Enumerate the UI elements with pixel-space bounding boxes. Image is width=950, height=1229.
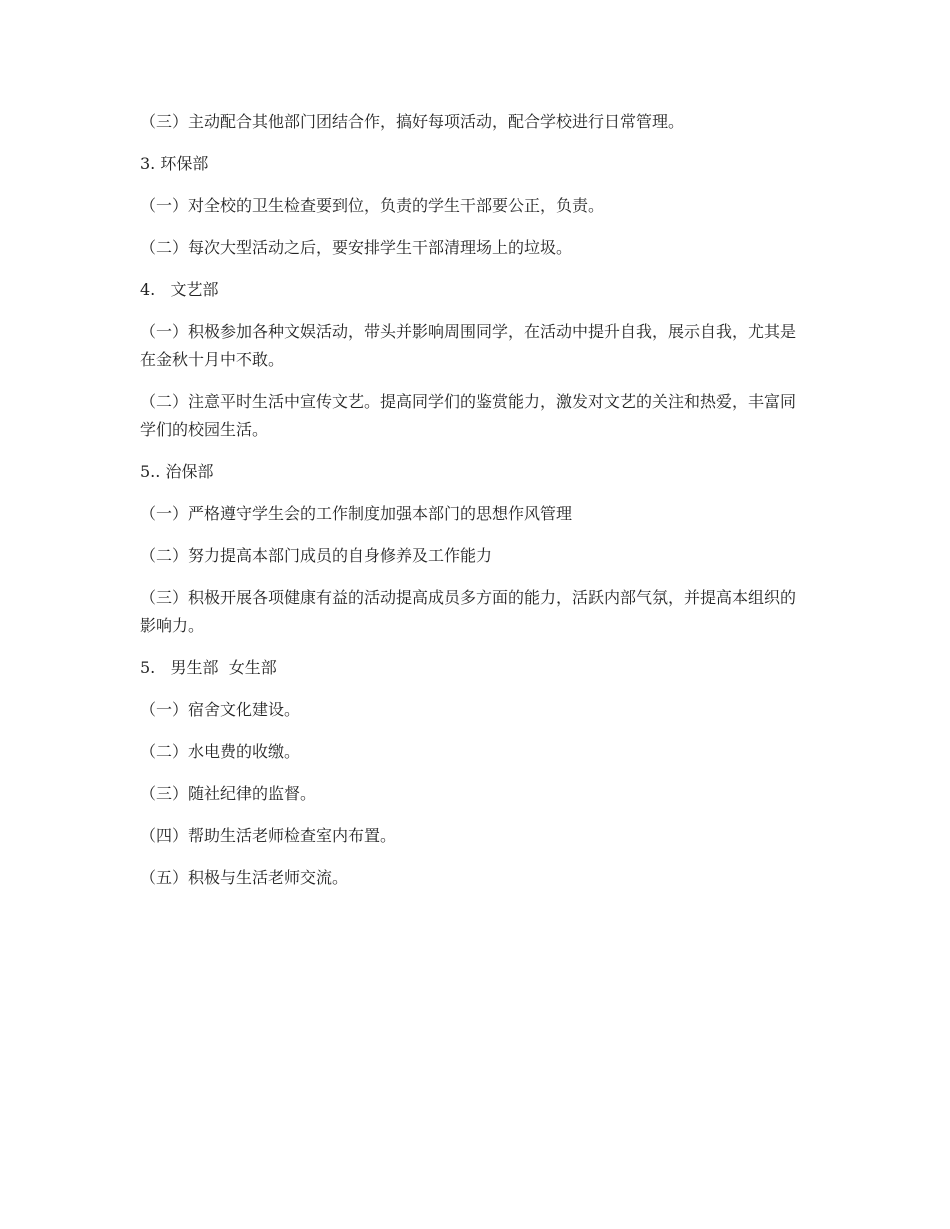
paragraph-item-1: （一）积极参加各种文娱活动，带头并影响周围同学，在活动中提升自我，展示自我，尤其是在金秋十月中不敢。 [140,322,797,369]
paragraph-item-2: （二）水电费的收缴。 [140,742,301,761]
paragraph-item-4: （四）帮助生活老师检查室内布置。 [140,826,397,845]
paragraph-item-2: （二）努力提高本部门成员的自身修养及工作能力 [140,546,493,565]
paragraph-item-2: （二）每次大型活动之后，要安排学生干部清理场上的垃圾。 [140,238,573,257]
section-heading-environment: 3. 环保部 [140,154,209,173]
paragraph-item-3: （三）主动配合其他部门团结合作，搞好每项活动，配合学校进行日常管理。 [140,112,685,131]
paragraph-item-3: （三）随社纪律的监督。 [140,784,317,803]
paragraph-item-1: （一）严格遵守学生会的工作制度加强本部门的思想作风管理 [140,504,573,523]
paragraph-item-2: （二）注意平时生活中宣传文艺。提高同学们的鉴赏能力，激发对文艺的关注和热爱，丰富同学们的校园生活。 [140,392,797,439]
section-heading-security: 5.. 治保部 [140,462,214,481]
section-heading-dormitory: 5. 男生部 女生部 [140,658,277,677]
paragraph-item-1: （一）宿舍文化建设。 [140,700,301,719]
paragraph-item-3: （三）积极开展各项健康有益的活动提高成员多方面的能力，活跃内部气氛，并提高本组织的影响力。 [140,588,797,635]
paragraph-item-5: （五）积极与生活老师交流。 [140,868,349,887]
document-page [140,108,810,906]
paragraph-item-1: （一）对全校的卫生检查要到位，负责的学生干部要公正，负责。 [140,196,605,215]
section-heading-arts: 4. 文艺部 [140,280,219,299]
